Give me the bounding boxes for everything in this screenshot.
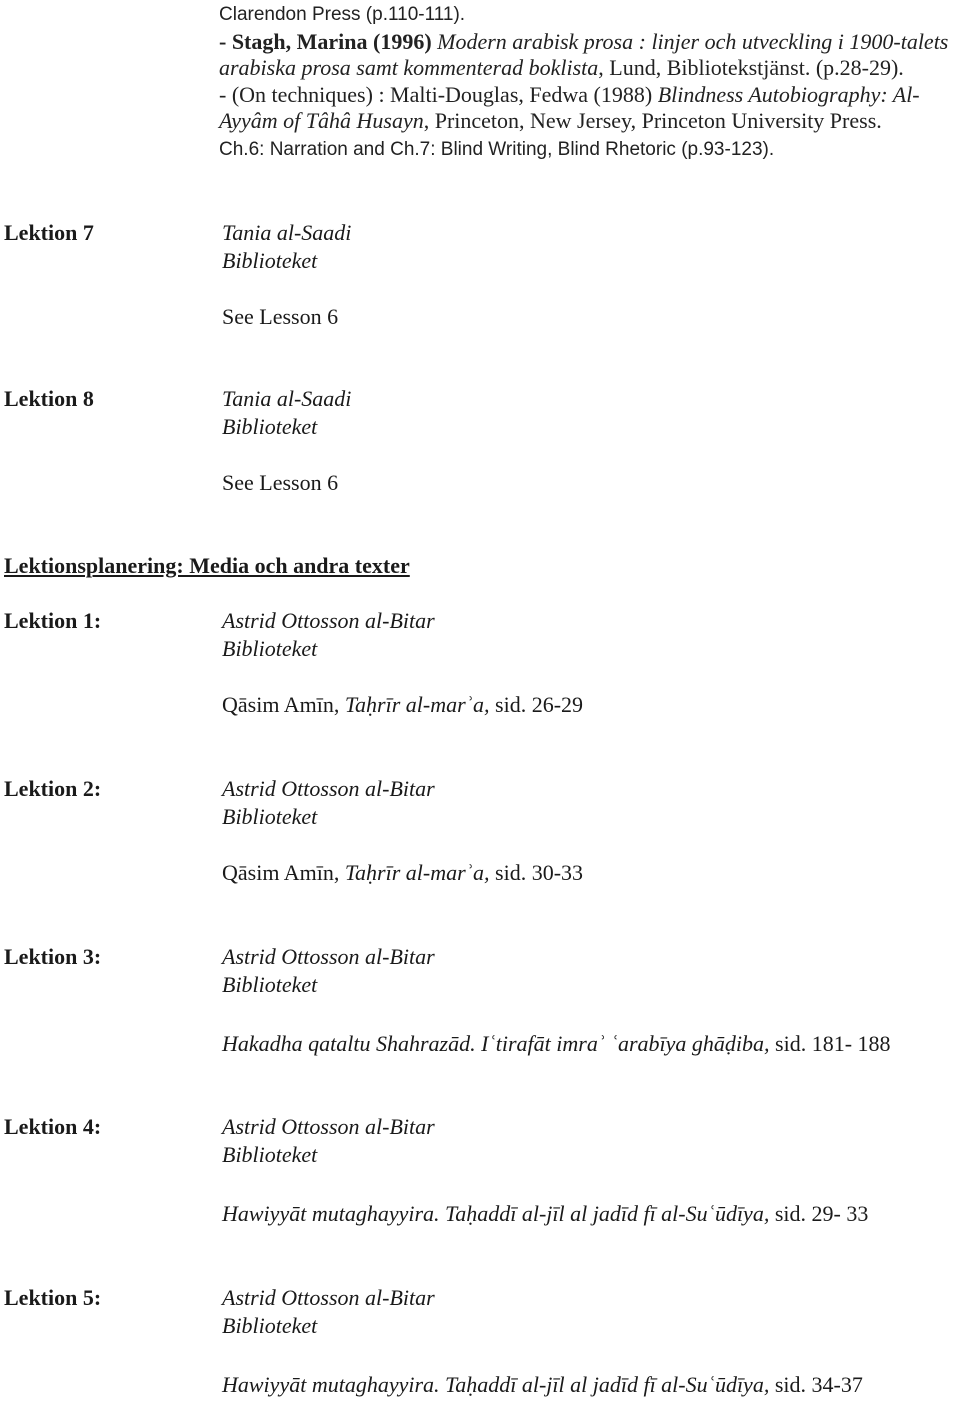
lesson-author: Qāsim Amīn, <box>222 860 345 885</box>
reference-line <box>219 29 949 56</box>
lesson-label: Lektion 4: <box>4 1114 102 1139</box>
reference-line <box>219 108 949 135</box>
reference-line <box>219 0 949 29</box>
lesson-work-title: Taḥrīr al-marʾa, <box>344 692 490 717</box>
reference-author: - Stagh, Marina (1996) <box>219 28 438 54</box>
lesson-place: Biblioteket <box>222 414 318 439</box>
reference-text: Clarendon Press (p.110-111). <box>219 4 466 25</box>
lesson-work-title: Hawiyyāt mutaghayyira. Taḥaddī al-jīl al jadīd fī al-Suʿūdīya, <box>222 1201 770 1226</box>
lesson-content: See Lesson 6 <box>222 304 339 329</box>
lesson-place: Biblioteket <box>222 1142 318 1167</box>
reference-author: - (On techniques) : Malti-Douglas, Fedwa (1988) <box>219 81 658 107</box>
reference-text: , Lund, Bibliotekstjänst. (p.28-29). <box>598 55 904 80</box>
reference-list <box>219 0 949 163</box>
lesson-teacher: Tania al-Saadi <box>222 220 352 245</box>
lesson-label: Lektion 7 <box>4 220 94 245</box>
lesson-label: Lektion 5: <box>4 1285 102 1310</box>
lesson-author: Qāsim Amīn, <box>222 692 345 717</box>
lesson-content <box>222 1372 863 1398</box>
reference-text: , Princeton, New Jersey, Princeton University Press. <box>423 108 882 133</box>
lesson-content <box>222 1031 891 1057</box>
lesson-pages: sid. 26-29 <box>489 692 584 717</box>
lesson-pages: sid. 29- 33 <box>769 1201 869 1226</box>
lesson-place: Biblioteket <box>222 804 318 829</box>
lesson-work-title: Hawiyyāt mutaghayyira. Taḥaddī al-jīl al jadīd fī al-Suʿūdīya, <box>222 1372 770 1397</box>
lesson-label: Lektion 2: <box>4 776 102 801</box>
lesson-teacher: Astrid Ottosson al-Bitar <box>222 944 435 969</box>
lesson-work-title: Taḥrīr al-marʾa, <box>344 860 490 885</box>
lesson-pages: sid. 34-37 <box>769 1372 863 1397</box>
lesson-content <box>222 692 583 718</box>
lesson-place: Biblioteket <box>222 1313 318 1338</box>
reference-text: Ch.6: Narration and Ch.7: Blind Writing, Blind Rhetoric (p.93-123). <box>219 138 775 160</box>
lesson-place: Biblioteket <box>222 248 318 273</box>
section-heading: Lektionsplanering: Media och andra texter <box>4 553 410 578</box>
lesson-teacher: Astrid Ottosson al-Bitar <box>222 776 435 801</box>
lesson-pages: sid. 181- 188 <box>769 1031 891 1056</box>
reference-line <box>219 135 949 164</box>
lesson-pages: sid. 30-33 <box>489 860 584 885</box>
reference-title: Modern arabisk prosa : linjer och utveckling i 1900-talets <box>437 28 949 54</box>
lesson-teacher: Tania al-Saadi <box>222 386 352 411</box>
reference-line <box>219 82 949 109</box>
reference-title: arabiska prosa samt kommenterad boklista <box>219 55 599 80</box>
lesson-label: Lektion 1: <box>4 608 102 633</box>
lesson-place: Biblioteket <box>222 972 318 997</box>
lesson-teacher: Astrid Ottosson al-Bitar <box>222 608 435 633</box>
lesson-teacher: Astrid Ottosson al-Bitar <box>222 1114 435 1139</box>
lesson-label: Lektion 3: <box>4 944 102 969</box>
lesson-work-title: Hakadha qataltu Shahrazād. Iʿtirafāt imraʾ ʿarabīya ghāḍiba, <box>222 1031 770 1056</box>
reference-title: Ayyâm of Tâhâ Husayn <box>219 108 424 133</box>
reference-line <box>219 55 949 82</box>
lesson-teacher: Astrid Ottosson al-Bitar <box>222 1285 435 1310</box>
reference-title: Blindness Autobiography: Al- <box>657 81 920 107</box>
lesson-content: See Lesson 6 <box>222 470 339 495</box>
lesson-content <box>222 860 583 886</box>
lesson-place: Biblioteket <box>222 636 318 661</box>
lesson-content <box>222 1201 868 1227</box>
lesson-label: Lektion 8 <box>4 386 94 411</box>
